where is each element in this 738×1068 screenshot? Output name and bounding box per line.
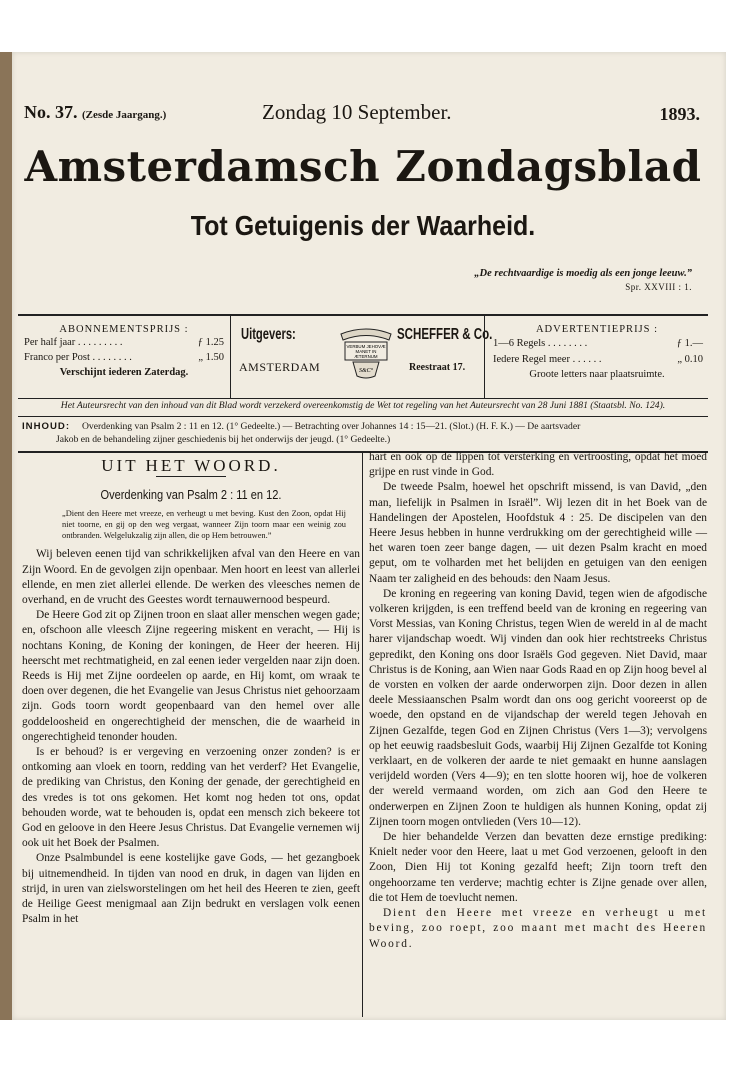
publisher-emblem-icon bbox=[335, 322, 397, 384]
contents-box bbox=[18, 416, 708, 453]
article-paragraph: De tweede Psalm, hoewel het opschrift missend, is van David, „den man, liefelijk in Psalmen in Israël”. Wij lezen dit in het Boek van de Handelingen der Apostelen, Hoofdstuk 4 : 25. De discipelen van den Heere Jesus hebben in hunne verdrukking om der gerechtigheid wille — het waren toen zeer bange dagen, — uit dezen Psalm kracht en moed geput, om te volharden met het belijden en getuigen van den eenigen Naam ter zaligheid en des behouds: den Naam Jesus. bbox=[369, 481, 707, 585]
section-rule bbox=[156, 476, 226, 477]
advertising-row bbox=[493, 338, 703, 351]
column-divider bbox=[362, 452, 363, 1017]
newspaper-title: Amsterdamsch Zondagsblad bbox=[24, 142, 702, 191]
publisher-street: Reestraat 17. bbox=[409, 362, 466, 373]
contents-line: Jakob en de behandeling zijner geschiedenis bij het onderwijs der jeugd. (1° Gedeelte.) bbox=[56, 434, 391, 445]
article-paragraph: Is er behoud? is er vergeving en verzoening onzer zonden? is er ontkoming aan vloek en toorn, redding van het verderf? Het Evangelie, de prediking van Christus, den Koning der genade, der gerechtigheid en des vredes is tot ons gekomen. Het komt nog heden tot ons, opdat behouden worde, wat te behouden is, opdat een mensch zich bekeere tot God en geloove in den Heere Jesus Christus. Dat Evangelie vernemen wij ook uit het Boek der Psalmen. bbox=[22, 746, 360, 850]
publisher-city: AMSTERDAM bbox=[239, 360, 321, 374]
subscription-label: Franco per Post . . . . . . . . bbox=[24, 352, 132, 363]
advertising-label: Iedere Regel meer . . . . . . bbox=[493, 354, 602, 365]
emblem-monogram: S&C° bbox=[358, 368, 374, 374]
article-paragraph: hart en ook op de lippen tot versterking en vertroosting, opdat het moed grijpe en rust vinde in God. bbox=[369, 451, 707, 479]
emblem-motto: VERBUM JEHOVÆ bbox=[346, 344, 386, 349]
article-paragraph: De hier behandelde Verzen dan bevatten deze ernstige prediking: Knielt neder voor den Heere, laat u met God verzoenen, gelooft in den Zoon, Dien Hij tot Koning gezalfd heeft; Zijn toorn treft den ongehoorzame ten verderve; machtig echter is Zijne genade over allen, die tot Hem de toevlucht nemen. bbox=[369, 831, 707, 904]
publisher-panel bbox=[231, 316, 493, 398]
subscription-row bbox=[24, 337, 224, 350]
newspaper-content bbox=[18, 52, 708, 1020]
section-title: UIT HET WOORD. bbox=[101, 456, 281, 475]
motto: „De rechtvaardige is moedig als een jonge leeuw.” bbox=[474, 268, 692, 279]
subscription-panel bbox=[18, 316, 231, 398]
subscription-label: Per half jaar . . . . . . . . . bbox=[24, 337, 123, 348]
issue-volume: (Zesde Jaargang.) bbox=[82, 109, 167, 121]
advertising-panel bbox=[484, 316, 709, 398]
publisher-firm: SCHEFFER & Co. bbox=[397, 326, 493, 343]
article-paragraph: Wij beleven eenen tijd van schrikkelijken afval van den Heere en van Zijn Woord. En de gevolgen zijn openbaar. Men hoort en leest van allerlei ellende, en men ziet allerlei ellende. De werken des vleesches nemen de overhand, en de vrucht des Geestes wordt ternauwernood bespeurd. bbox=[22, 548, 360, 607]
page-binding-edge bbox=[0, 52, 12, 1020]
dateline bbox=[18, 102, 708, 128]
advertising-heading: ADVERTENTIEPRIJS : bbox=[535, 324, 659, 335]
issue-year: 1893. bbox=[659, 104, 700, 124]
advertising-row bbox=[493, 354, 703, 367]
subscription-footer: Verschijnt iederen Zaterdag. bbox=[59, 367, 189, 378]
closing-paragraph: Dient den Heere met vreeze en verheugt u met beving, zoo roept, zoo maant met macht des Heeren Woord. bbox=[369, 907, 707, 950]
advertising-label: 1—6 Regels . . . . . . . . bbox=[493, 338, 588, 349]
article-paragraph: De kroning en regeering van koning David, tegen wien de afgodische volkeren krijgden, is een treffend beeld van de kroning en regeering van Vorst Messias, van Koning Christus, tegen Wien de wereld in al de macht harer vijandschap woedt. Wij vinden dan ook hier rechtstreeks Christus gepredikt, den Koning ons door Israëls God gegeven. Niet David, maar Christus is de Koning, aan Wien naar Gods Raad en op Zijn hoog bevel al de vorsten en volken der aarde onderworpen zijn. Door dezen in allen deele Messiaanschen Psalm wordt dan ons oog gericht vooreerst op de woede, den opstand en de vijandschap der wereld tegen Jehovah en Zijnen Gezalfde, tegen God en Zijnen Christus (Vers 1—3); vervolgens op het eeuwig raadsbesluit Gods, waarbij Hij Zijnen Gezalfde tot Koning verklaart, en de volkeren der aarde te niet gemaakt en hunne aanslagen verijdeld worden (Vers 4—9); en ten slotte hooren wij, hoe de volkeren der wereld vermaand worden, om zich aan God den Heere te onderwerpen en Zijnen Zoon te huldigen als hunnen Koning, opdat zij Zijnen toorn mogen ontvlieden (Vers 10—12). bbox=[369, 587, 707, 828]
publisher-label: Uitgevers: bbox=[241, 326, 296, 343]
issue-number: No. 37. bbox=[24, 102, 78, 122]
copyright-notice: Het Auteursrecht van den inhoud van dit Blad wordt verzekerd overeenkomstig de Wet tot regeling van het Auteursrecht van 28 Juni 1881 (Staatsbl. No. 124). bbox=[60, 400, 666, 411]
contents-line: Overdenking van Psalm 2 : 11 en 12. (1° Gedeelte.) — Betrachting over Johannes 14 : 15—21. (Slot.) (H. F. K.) — De aartsvader bbox=[82, 421, 581, 432]
motto-reference: Spr. XXVIII : 1. bbox=[625, 282, 692, 292]
svg-text:MANET IN: MANET IN bbox=[355, 349, 377, 354]
issue-date: Zondag 10 September. bbox=[262, 100, 452, 124]
advertising-price: ƒ 1.— bbox=[676, 338, 703, 349]
issue-info bbox=[24, 102, 166, 123]
subscription-heading: ABONNEMENTSPRIJS : bbox=[59, 324, 189, 335]
contents-label: INHOUD: bbox=[22, 421, 71, 432]
info-box bbox=[18, 314, 708, 399]
right-column bbox=[369, 450, 707, 952]
article-paragraph: Onze Psalmbundel is eene kostelijke gave Gods, — het gezangboek bij uitnemendheid. In tijden van nood en druk, in dagen van lijden en strijd, in uren van zielsworstelingen om het heil des Heeren te zien, geeft de Heilige Geest menigmaal aan Zijn bedrukt en verslagen volk eenen Psalm in het bbox=[22, 852, 360, 926]
subscription-price: ƒ 1.25 bbox=[197, 337, 224, 348]
article-heading: Overdenking van Psalm 2 : 11 en 12. bbox=[100, 487, 282, 503]
subscription-row bbox=[24, 352, 224, 365]
left-column bbox=[22, 450, 360, 927]
svg-text:ÆTERNUM: ÆTERNUM bbox=[354, 354, 378, 359]
article-paragraph: De Heere God zit op Zijnen troon en slaat aller menschen wegen gade; en, ofschoon alle vleesch Zijne regeering miskent en veracht, — Hij is nochtans Koning, de Koning der koningen, de Heer der heeren. Hij heerscht met rechtmatigheid, en zal eenen ieder vergelden naar zijn doen. Reeds is Hij met Zijne oordeelen op aarde, en Hij komt, om wraak te doen over degenen, die het Evangelie van Jesus Christus niet gehoorzaam zijn. Gods toorn wordt geopenbaard van den hemel over alle goddeloosheid en ongerechtigheid der menschen, die de waarheid in ongerechtigheid tenonder houden. bbox=[22, 609, 360, 743]
advertising-footer: Groote letters naar plaatsruimte. bbox=[529, 369, 665, 380]
subscription-price: „ 1.50 bbox=[198, 352, 224, 363]
advertising-price: „ 0.10 bbox=[677, 354, 703, 365]
newspaper-subtitle: Tot Getuigenis der Waarheid. bbox=[190, 210, 536, 242]
article-epigraph: „Dient den Heere met vreeze, en verheugt u met beving. Kust den Zoon, opdat Hij niet toorne, en gij op den weg vergaat, wanneer Zijn toorn maar een weinig zou ontbranden. Welgelukzalig zijn allen, die op Hem betrouwen.” bbox=[62, 509, 346, 541]
